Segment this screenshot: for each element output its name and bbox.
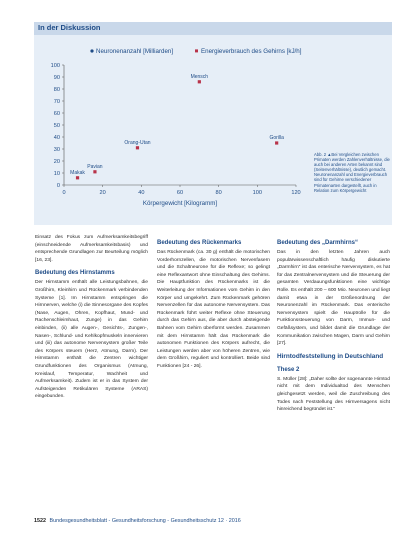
page-number: 1522	[34, 518, 46, 524]
data-point-gorilla	[275, 141, 278, 144]
col2-para-1: Das Rückenmark (ca. 30 g) enthält die motorischen Vorderhornzellen, die motorischen Nervenfasern und die Schaltneurone für die Reflexe; so gelingt eine Reflexantwort ohne Einschaltung des Gehirns. Die Hauptfunktion des Rückenmarks ist die Weiterleitung der Informationen vom Gehirn in den Körper und umgekehrt. Zum Rückenmark gehören Nervenzellen für das autonome Nervensystem. Das Rückenmark führt weiter Reflexe ohne Steuerung durch das Gehirn aus, die aber durch absteigende Bahnen vom Gehirn überformt werden. Zusammen mit dem Hirnstamm hält das Rückenmark die autonomen Funktionen des Körpers aufrecht, die Leistungen werden aber von höheren Zentren, wie dem Großhirn, reguliert und kontrolliert. Beide sind Funktionen [24 - 26].	[157, 250, 270, 369]
y-tick-label: 30	[53, 147, 60, 153]
y-tick-label: 0	[56, 183, 60, 189]
legend-marker-energy	[195, 49, 198, 52]
x-tick-label: 100	[252, 190, 263, 196]
col3-para-1: Das in den letzten Jahren auch populärwissenschaftlich häufig diskutierte „Darmhirn“ ist das enterische Nervensystem, es hat für das Zentralnervensystem und die Steuerung der gesamten Verdauungsfunktionen eine wichtige Rolle. Es enthält 200 – 600 Mio. Neuronen und liegt damit etwa in der Größenordnung der Neuronenzahl im Rückenmark. Das enterische Nervensystem spielt die Hauptrolle für die Funktionssteuerung von Darm, Immun- und Gefäßsystem, und bildet damit die Grundlage der Kommunikation zwischen Magen, Darm und Gehirn [27].	[277, 250, 390, 347]
col1-heading: Bedeutung des Hirnstamms	[35, 270, 115, 277]
col1-para-2: Der Hirnstamm enthält alle Leistungsbahnen, die Großhirn, Kleinhirn und Rückenmark verbindenden Systeme [1]. Im Hirnstamm entspringen die Hirnnerven, welche (i) die Sinnesorgane des Kopfes (Nase, Augen, Ohren, Kopfhaut, Mund- und Rachenschleimhaut, Zunge) in das Gehirn einbinden, (ii) alle Augen-, Gesichts-, Zungen-, Nasen-, Schlund- und Kehlkopfmuskeln innervieren und (iii) das autonome Nervensystem großer Teile des Körpers steuern (Herz, Atmung, Darm). Der Hirnstamm enthält die Zentren wichtiger Grundfunktionen des Organismus (Atmung, Kreislauf, Temperatur, Wachheit und Aufmerksamkeit). Zudem ist er in das System der Aufsteigenden Retikulären Systeme (ARAS) eingebunden.	[35, 280, 148, 400]
text-column-1	[35, 234, 148, 404]
col3-heading-2: Hirntodfeststellung in Deutschland	[277, 352, 384, 360]
data-label-makak: Makak	[70, 169, 85, 176]
legend-marker-neurons	[90, 49, 93, 52]
y-tick-label: 70	[53, 99, 60, 105]
y-tick-label: 40	[53, 135, 60, 141]
data-point-pavian	[93, 170, 96, 173]
data-label-pavian: Pavian	[87, 163, 103, 170]
col1-para-1: Einsatz des Fokus zum Aufmerksamkeitsbegriff (einschneidende Aufmerksamkeitsbasis) und entsprechende Grundlagen zur Beurteilung möglich [16, 23].	[35, 235, 148, 263]
x-tick-label: 20	[99, 190, 106, 196]
text-column-2	[157, 234, 270, 374]
col3-heading: Bedeutung des „Darmhirns“	[277, 240, 359, 246]
legend-label-neurons: Neuronenanzahl [Milliarden]	[96, 48, 174, 55]
data-label-mensch: Mensch	[190, 73, 209, 80]
page-footer	[34, 518, 241, 524]
data-label-orang-utan: Orang-Utan	[124, 139, 151, 146]
col2-heading: Bedeutung des Rückenmarks	[157, 240, 242, 246]
col3-heading-3: These 2	[277, 366, 300, 373]
figure-caption: Abb. 2 ▲Bei Vergleichen zwischen Primaten werden Zahlenverhältnisse, die auch bei anderen Arten bekannt sind (Seitenverhältnisse), deutlich gemacht. Neuronenanzahl und Energieverbrauch sind für Gehirne verschiedener Primatenarten dargestellt, auch in Relation zum Körpergewicht	[314, 152, 390, 193]
x-tick-label: 120	[291, 190, 301, 196]
data-label-gorilla: Gorilla	[269, 135, 284, 141]
data-point-mensch	[198, 80, 201, 83]
y-tick-label: 90	[53, 75, 60, 81]
legend-label-energy: Energieverbrauch des Gehirns [kJ/h]	[201, 48, 302, 55]
data-point-makak	[76, 176, 79, 179]
x-tick-label: 60	[176, 190, 184, 196]
y-tick-label: 20	[53, 159, 60, 165]
y-tick-label: 80	[53, 87, 60, 93]
x-tick-label: 0	[62, 190, 66, 196]
y-tick-label: 10	[53, 171, 60, 177]
y-tick-label: 50	[53, 123, 60, 129]
journal-name: Bundesgesundheitsblatt - Gesundheitsforschung - Gesundheitsschutz 12 · 2016	[49, 518, 241, 524]
data-point-orang-utan	[136, 146, 139, 149]
y-tick-label: 60	[53, 111, 60, 117]
section-label: In der Diskussion	[38, 23, 101, 32]
x-tick-label: 40	[138, 190, 145, 196]
y-tick-label: 100	[50, 63, 60, 69]
text-column-3	[277, 234, 390, 417]
x-tick-label: 80	[215, 190, 222, 196]
x-axis-label: Körpergewicht [Kilogramm]	[142, 200, 218, 207]
col3-para-2: S. Müller [28]: „Daher sollte der sogenannte Hirntod nicht mit dem Individualtod des Menschen gleichgesetzt werden, weil die Zuschreibung des Todes nach Feststellung des Hirnversagens nicht hinreichend begründet ist.“	[277, 376, 390, 413]
section-header-bar	[34, 22, 392, 35]
scatter-chart	[34, 35, 314, 225]
